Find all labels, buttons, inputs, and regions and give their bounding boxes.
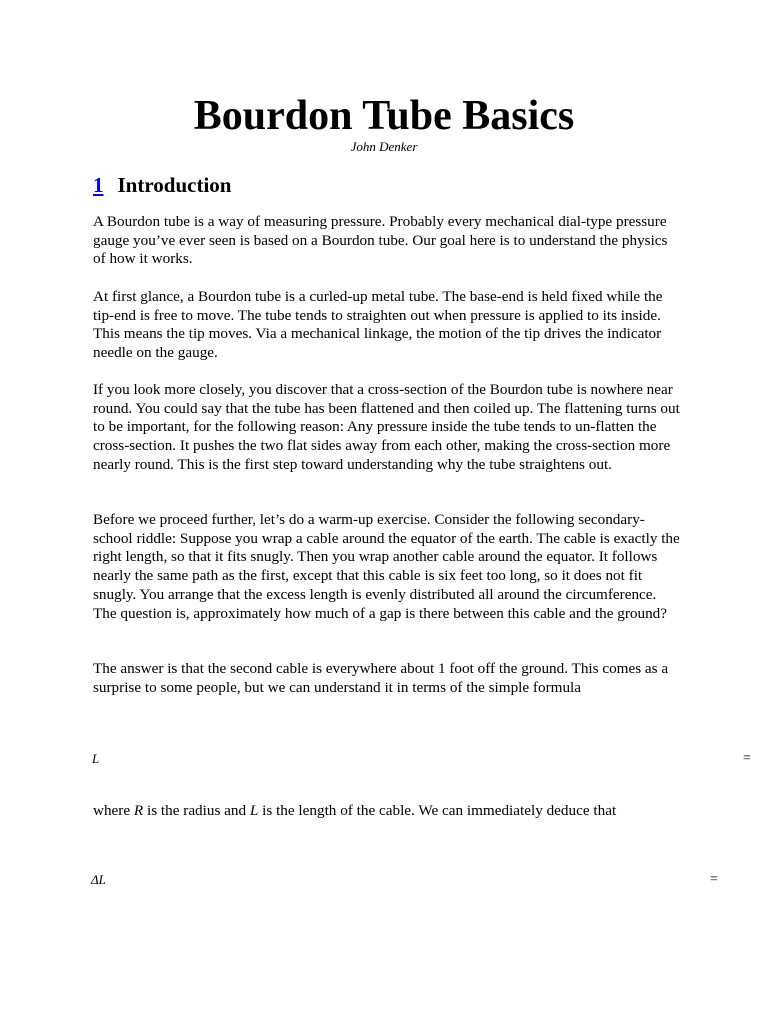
equation-2-relation: = [710, 872, 718, 887]
paragraph-where [93, 802, 683, 821]
variable-l: L [249, 802, 259, 819]
paragraph-riddle: Before we proceed further, let’s do a warm-up exercise. Consider the following secondary-school riddle: Suppose you wrap a cable around the equator of the earth. The cable is exactly the right length, so that it fits snugly. Then you wrap another cable around the equator. It follows nearly the same path as the first, except that this cable is six feet too long, so it does not fit snugly. You arrange that the excess length is evenly distributed all around the circumference. The question is, approximately how much of a gap is there between this cable and the ground? [93, 511, 680, 622]
equation-1-lhs: L [92, 751, 100, 766]
section-heading-introduction [93, 172, 231, 198]
paragraph-intro: A Bourdon tube is a way of measuring pressure. Probably every mechanical dial-type pressure gauge you’ve ever seen is based on a Bourdon tube. Our goal here is to understand the physics of how it works. [93, 213, 668, 268]
equation-1-relation: = [743, 751, 751, 766]
equation-2-lhs: ΔL [91, 872, 106, 887]
author-name: John Denker [350, 139, 418, 154]
paragraph-where-text-2: is the radius and [143, 802, 250, 819]
paragraph-first-glance: At first glance, a Bourdon tube is a curled-up metal tube. The base-end is held fixed while the tip-end is free to move. The tube tends to straighten out when pressure is applied to its inside. This means the tip moves. Via a mechanical linkage, the motion of the tip drives the indicator needle on the gauge. [93, 288, 663, 362]
paragraph-where-text-3: is the length of the cable. We can immediately deduce that [258, 802, 617, 819]
variable-r: R [133, 802, 144, 819]
page-title: Bourdon Tube Basics [193, 93, 575, 139]
paragraph-answer: The answer is that the second cable is everywhere about 1 foot off the ground. This comes as a surprise to some people, but we can understand it in terms of the simple formula [93, 660, 669, 696]
section-number-link[interactable]: 1 [93, 173, 104, 197]
paragraph-where-text-1: where [93, 802, 134, 819]
section-title: Introduction [117, 173, 232, 197]
paragraph-cross-section: If you look more closely, you discover that a cross-section of the Bourdon tube is nowhere near round. You could say that the tube has been flattened and then coiled up. The flattening turns out to be important, for the following reason: Any pressure inside the tube tends to un-flatten the cross-section. It pushes the two flat sides away from each other, making the cross-section more nearly round. This is the first step toward understanding why the tube straightens out. [93, 381, 680, 473]
